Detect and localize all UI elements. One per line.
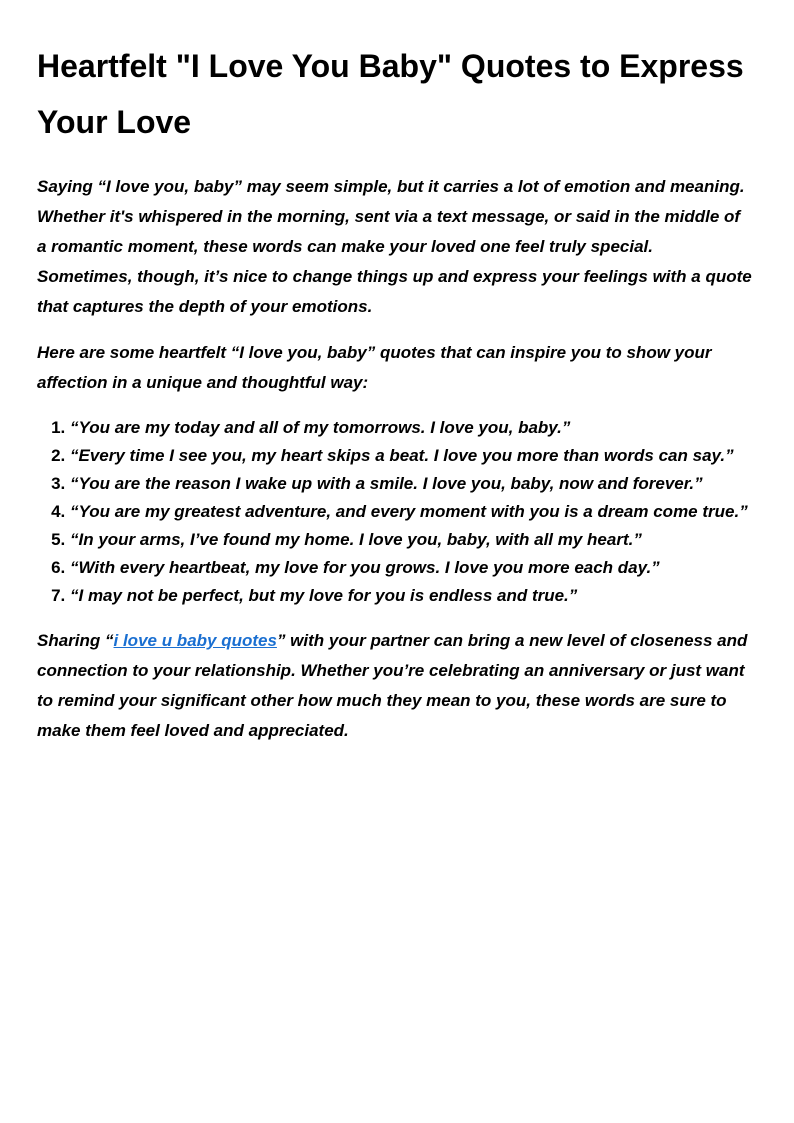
list-item: 5. “In your arms, I’ve found my home. I love you, baby, with all my heart.” [70, 526, 757, 554]
quotes-list [37, 414, 757, 610]
list-item: 4. “You are my greatest adventure, and every moment with you is a dream come true.” [70, 498, 757, 526]
list-item: 3. “You are the reason I wake up with a smile. I love you, baby, now and forever.” [70, 470, 757, 498]
list-item: 2. “Every time I see you, my heart skips a beat. I love you more than words can say.” [70, 442, 757, 470]
closing-text-before-link: Sharing “ [37, 631, 114, 650]
list-item: 6. “With every heartbeat, my love for you grows. I love you more each day.” [70, 554, 757, 582]
closing-paragraph [37, 626, 753, 746]
page-title: Heartfelt "I Love You Baby" Quotes to Express Your Love [37, 48, 744, 140]
closing-text-after-link: ” with your partner can bring a new level of closeness and connection to your relationship. Whether you’re celebrating an anniversary or just want to remind your significant other how much they mean to you, these words are sure to make them feel loved and appreciated. [37, 631, 748, 740]
intro-paragraph: Saying “I love you, baby” may seem simple, but it carries a lot of emotion and meaning. Whether it's whispered in the morning, sent via a text message, or said in the middle of a romantic moment, these words can make your loved one feel truly special. Sometimes, though, it’s nice to change things up and express your feelings with a quote that captures the depth of your emotions. [37, 177, 752, 316]
list-item: 1. “You are my today and all of my tomorrows. I love you, baby.” [70, 414, 757, 442]
quotes-link[interactable]: i love u baby quotes [113, 631, 277, 650]
list-item: 7. “I may not be perfect, but my love for you is endless and true.” [70, 582, 757, 610]
lead-in-paragraph: Here are some heartfelt “I love you, baby” quotes that can inspire you to show your affection in a unique and thoughtful way: [37, 343, 712, 392]
